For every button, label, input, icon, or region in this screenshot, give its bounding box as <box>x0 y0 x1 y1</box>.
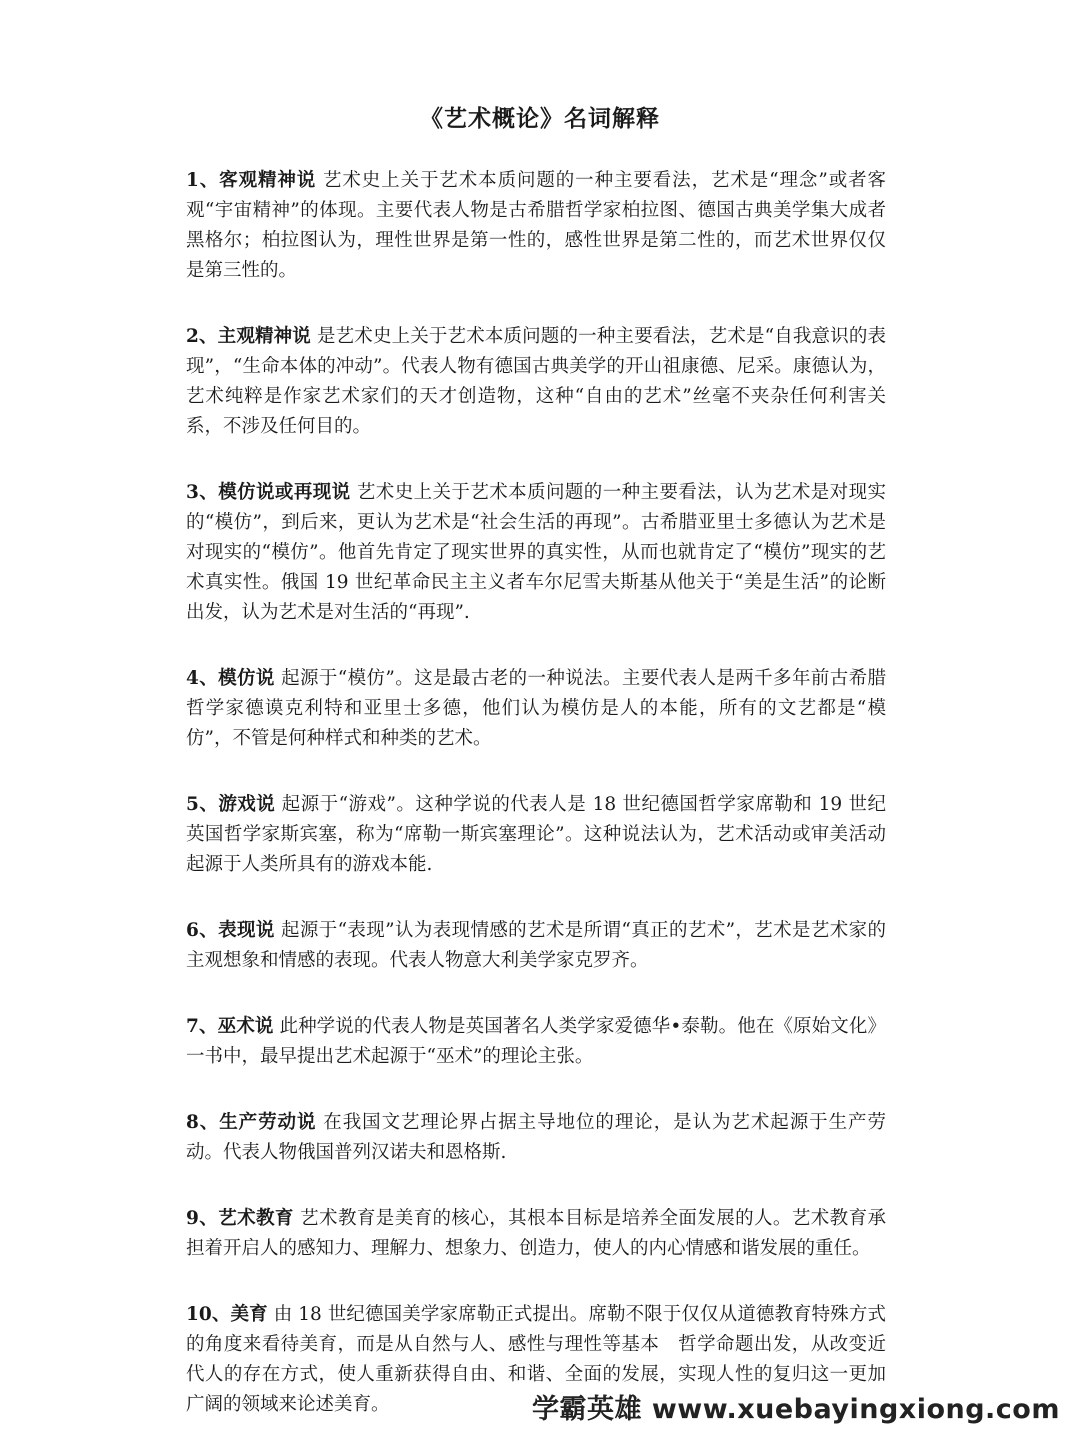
definition-entry-7 <box>186 1012 886 1072</box>
entry-term: 6、表现说 <box>186 920 275 941</box>
entry-term: 4、模仿说 <box>186 668 275 689</box>
entry-term: 5、游戏说 <box>186 794 276 815</box>
entry-text: 起源于“游戏”。这种学说的代表人是 18 世纪德国哲学家席勒和 19 世纪英国哲学家斯宾塞，称为“席勒一斯宾塞理论”。这种说法认为，艺术活动或审美活动起源于人类所具有的游戏本能. <box>186 794 887 875</box>
definition-entry-3 <box>186 478 886 628</box>
definition-entry-5 <box>186 790 886 880</box>
entry-text: 是艺术史上关于艺术本质问题的一种主要看法，艺术是“自我意识的表现”，“生命本体的冲动”。代表人物有德国古典美学的开山祖康德、尼采。康德认为，艺术纯粹是作家艺术家们的天才创造物，这种“自由的艺术”丝毫不夹杂任何利害关系，不涉及任何目的。 <box>186 326 886 437</box>
definition-entry-2 <box>186 322 886 442</box>
definition-entry-9 <box>186 1204 886 1264</box>
entry-term: 3、模仿说或再现说 <box>186 482 351 503</box>
entry-text: 起源于“模仿”。这是最古老的一种说法。主要代表人是两千多年前古希腊哲学家德谟克利特和亚里士多德，他们认为模仿是人的本能，所有的文艺都是“模仿”，不管是何种样式和种类的艺术。 <box>186 668 887 749</box>
definition-entry-4 <box>186 664 886 754</box>
definition-entry-8 <box>186 1108 886 1168</box>
entry-term: 7、巫术说 <box>186 1016 274 1037</box>
document-title: 《艺术概论》名词解释 <box>420 105 660 132</box>
entry-text: 艺术教育是美育的核心，其根本目标是培养全面发展的人。艺术教育承担着开启人的感知力、理解力、想象力、创造力，使人的内心情感和谐发展的重任。 <box>186 1208 886 1259</box>
entry-text: 艺术史上关于艺术本质问题的一种主要看法，艺术是“理念”或者客观“宇宙精神”的体现。主要代表人物是古希腊哲学家柏拉图、德国古典美学集大成者黑格尔；柏拉图认为，理性世界是第一性的，感性世界是第二性的，而艺术世界仅仅是第三性的。 <box>186 170 886 281</box>
entry-text: 由 18 世纪德国美学家席勒正式提出。席勒不限于仅仅从道德教育特殊方式的角度来看待美育，而是从自然与人、感性与理性等基本 哲学命题出发，从改变近代人的存在方式，使人重新获得自由、和谐、全面的发展，实现人性的复归这一更加广阔的领域来论述美育。 <box>186 1304 886 1415</box>
entry-term: 10、美育 <box>186 1304 268 1325</box>
entry-text: 此种学说的代表人物是英国著名人类学家爱德华•泰勒。他在《原始文化》一书中，最早提出艺术起源于“巫术”的理论主张。 <box>186 1016 886 1067</box>
definition-entry-1 <box>186 166 886 286</box>
entry-text: 艺术史上关于艺术本质问题的一种主要看法，认为艺术是对现实的“模仿”，到后来，更认为艺术是“社会生活的再现”。古希腊亚里士多德认为艺术是对现实的“模仿”。他首先肯定了现实世界的真实性，从而也就肯定了“模仿”现实的艺术真实性。俄国 19 世纪革命民主主义者车尔尼雪夫斯基从他关于“美是生活”的论断出发，认为艺术是对生活的“再现”. <box>186 482 886 623</box>
entry-term: 9、艺术教育 <box>186 1208 294 1229</box>
entry-term: 1、客观精神说 <box>186 170 317 191</box>
entry-text: 在我国文艺理论界占据主导地位的理论，是认为艺术起源于生产劳动。代表人物俄国普列汉诺夫和恩格斯. <box>186 1112 886 1163</box>
site-watermark: 学霸英雄 www.xuebayingxiong.com <box>531 1394 1060 1425</box>
definition-list <box>186 166 886 1456</box>
definition-entry-6 <box>186 916 886 976</box>
entry-term: 2、主观精神说 <box>186 326 311 347</box>
entry-term: 8、生产劳动说 <box>186 1112 317 1133</box>
entry-text: 起源于“表现”认为表现情感的艺术是所谓“真正的艺术”，艺术是艺术家的主观想象和情感的表现。代表人物意大利美学家克罗齐。 <box>186 920 886 971</box>
